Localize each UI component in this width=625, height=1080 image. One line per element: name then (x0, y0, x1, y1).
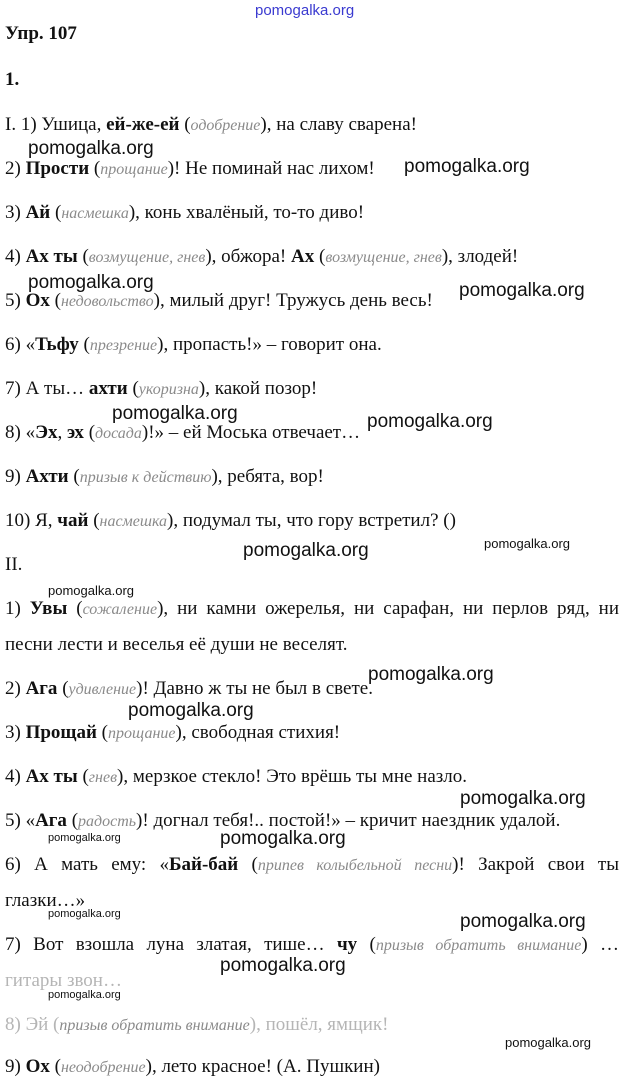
interjection: Ах ты (25, 246, 78, 267)
meaning-note: радость (78, 813, 137, 830)
meaning-note: возмущение, гнев (88, 249, 206, 266)
part2-heading: II. (5, 554, 23, 575)
watermark[interactable]: pomogalka.org (368, 664, 494, 685)
interjection: ей-же-ей (106, 114, 180, 135)
meaning-note: насмешка (61, 205, 129, 222)
watermark[interactable]: pomogalka.org (28, 272, 154, 293)
sentence-text: )! Закрой свои ты (452, 854, 619, 875)
item-number: 7) (5, 378, 26, 399)
sentence-text: ), ни камни ожерелья, ни сарафан, ни перлов ряд, ни (157, 598, 619, 619)
interjection: Ага (35, 810, 67, 831)
item-number: 10) (5, 510, 36, 531)
meaning-note: сожаление (82, 601, 158, 618)
part2-item-2 (5, 677, 619, 702)
meaning-note: неодобрение (60, 1059, 146, 1076)
meaning-note: призыв обратить внимание (375, 937, 582, 954)
interjection: Увы (29, 598, 68, 619)
item-number: 9) (5, 1056, 26, 1077)
item-number: 2) (5, 158, 26, 179)
part1-item-3 (5, 201, 619, 226)
part1-item-10 (5, 509, 619, 534)
meaning-note: возмущение, гнев (325, 249, 442, 266)
item-number: 2) (5, 678, 26, 699)
meaning-note: насмешка (99, 513, 168, 530)
meaning-note: призыв обратить внимание (59, 1017, 250, 1034)
sentence-text: ), пропасть!» – говорит она. (157, 334, 382, 355)
watermark[interactable]: pomogalka.org (404, 156, 530, 177)
interjection: Ай (25, 202, 51, 223)
part2-item-6-cont: глазки…» (5, 890, 86, 911)
part1-item-4 (5, 245, 619, 270)
sentence-text: ), обжора! (205, 246, 292, 267)
part2-item-7-cont: гитары звон… (5, 970, 122, 991)
sentence-text: ( (179, 114, 191, 135)
watermark[interactable]: pomogalka.org (48, 908, 121, 920)
sentence-text: ), мерзкое стекло! Это врёшь ты мне назло. (117, 766, 468, 787)
sentence-text: ), злодей! (441, 246, 519, 267)
sentence-text: ( (68, 466, 80, 487)
watermark[interactable]: pomogalka.org (28, 138, 154, 159)
meaning-note: недовольство (60, 293, 154, 310)
interjection: Бай-бай (168, 854, 239, 875)
meaning-note: укоризна (138, 381, 199, 398)
watermark[interactable]: pomogalka.org (112, 403, 238, 424)
interjection: Ох (25, 1056, 50, 1077)
meaning-note: досада (95, 425, 142, 442)
item-number: 4) (5, 766, 26, 787)
watermark[interactable]: pomogalka.org (220, 828, 346, 849)
interjection: эх (66, 422, 84, 443)
sentence-text: ( (96, 722, 108, 743)
item-number: 6) (5, 854, 35, 875)
sentence-text: ( (77, 766, 89, 787)
item-number: 5) (5, 810, 26, 831)
justified-line (5, 853, 619, 878)
sentence-text: ), милый друг! Тружусь день весь! (153, 290, 433, 311)
interjection: Прости (25, 158, 90, 179)
watermark[interactable]: pomogalka.org (484, 536, 570, 551)
sentence-text: ( (66, 810, 79, 831)
sentence-text: ( (89, 158, 101, 179)
sentence-text: ( (88, 510, 100, 531)
meaning-note: одобрение (190, 117, 261, 134)
sentence-text: ( (50, 202, 62, 223)
exercise-title: Упр. 107 (5, 23, 77, 44)
interjection: ахти (88, 378, 128, 399)
sentence-text: « (25, 422, 36, 443)
sentence-text: ), свободная стихия! (175, 722, 341, 743)
sentence-text: ( (357, 934, 376, 955)
watermark[interactable]: pomogalka.org (460, 788, 586, 809)
watermark[interactable]: pomogalka.org (128, 700, 254, 721)
sentence-text: ( (83, 422, 96, 443)
sentence-text: )! Давно ж ты не был в свете. (136, 678, 373, 699)
sentence-text: ( (238, 854, 258, 875)
section-number: 1. (5, 69, 20, 90)
part1-item-8 (5, 421, 619, 446)
item-number: 3) (5, 202, 26, 223)
part1-item-9 (5, 465, 619, 490)
watermark[interactable]: pomogalka.org (367, 411, 493, 432)
item-number: 5) (5, 290, 26, 311)
part1-item-1: I. 1) Ушица, ей-же-ей (одобрение), на славу сварена! (5, 114, 417, 135)
interjection: Ах ты (25, 766, 78, 787)
watermark[interactable]: pomogalka.org (459, 280, 585, 301)
sentence-text: Эй ( (25, 1014, 60, 1035)
sentence-text: ) … (581, 934, 620, 955)
sentence-text: ( (57, 678, 69, 699)
interjection: Ага (25, 678, 58, 699)
sentence-text: , (57, 422, 67, 443)
part2-item-1-cont: песни лести и веселья её души не веселят. (5, 634, 348, 655)
meaning-note: призыв к действию (79, 469, 212, 486)
watermark[interactable]: pomogalka.org (48, 583, 134, 598)
sentence-text: ), подумал ты, что гору встретил? () (167, 510, 456, 531)
watermark[interactable]: pomogalka.org (460, 911, 586, 932)
sentence-text: Я, (35, 510, 58, 531)
sentence-text: Вот взошла луна златая, тише… (33, 934, 337, 955)
item-number: 1) (20, 114, 42, 135)
interjection: чу (336, 934, 358, 955)
sentence-text: ), какой позор! (198, 378, 318, 399)
item-number: 8) (5, 1014, 26, 1035)
part1-item-6 (5, 333, 619, 358)
sentence-text: )!» – ей Моська отвечает… (141, 422, 361, 443)
interjection: Эх (35, 422, 58, 443)
sentence-text: А ты… (25, 378, 89, 399)
sentence-text: ( (78, 334, 90, 355)
sentence-text: ( (314, 246, 326, 267)
sentence-text: ), лето красное! (А. Пушкин) (145, 1056, 380, 1077)
meaning-note: гнев (88, 769, 118, 786)
sentence-text: ( (67, 598, 83, 619)
sentence-text: ), пошёл, ямщик! (249, 1014, 389, 1035)
watermark[interactable]: pomogalka.org (243, 540, 369, 561)
part1-item-7 (5, 377, 619, 402)
interjection: Прощай (25, 722, 97, 743)
sentence-text: « (25, 334, 36, 355)
meaning-note: презрение (89, 337, 158, 354)
sentence-text: ), конь хвалёный, то-то диво! (128, 202, 365, 223)
interjection: Тьфу (35, 334, 79, 355)
sentence-text: ( (77, 246, 89, 267)
sentence-text: ), на славу сварена! (260, 114, 417, 135)
sentence-text: « (25, 810, 36, 831)
interjection: чай (57, 510, 89, 531)
item-number: 7) (5, 934, 34, 955)
item-number: 1) (5, 598, 30, 619)
meaning-note: прощание (108, 725, 176, 742)
meaning-note: припев колыбельной песни (257, 857, 453, 874)
sentence-text: )! догнал тебя!.. постой!» – кричит наездник удалой. (136, 810, 561, 831)
sentence-text: А мать ему: « (34, 854, 169, 875)
meaning-note: удивление (68, 681, 137, 698)
part2-item-6 (5, 853, 619, 878)
sentence-text: ( (127, 378, 139, 399)
justified-line (5, 597, 619, 622)
sentence-text: ), ребята, вор! (211, 466, 324, 487)
part2-item-1 (5, 597, 619, 622)
meaning-note: прощание (100, 161, 168, 178)
interjection: Ахти (25, 466, 69, 487)
sentence-text: )! Не поминай нас лихом! (167, 158, 375, 179)
item-number: 9) (5, 466, 26, 487)
item-number: 8) (5, 422, 26, 443)
part2-item-3 (5, 721, 619, 746)
part2-item-9 (5, 1055, 619, 1080)
sentence-text: Ушица, (41, 114, 107, 135)
part2-item-4 (5, 765, 619, 790)
item-number: 4) (5, 246, 26, 267)
watermark[interactable]: pomogalka.org (505, 1035, 591, 1050)
sentence-text: ( (49, 290, 61, 311)
watermark[interactable]: pomogalka.org (48, 832, 121, 844)
watermark-top[interactable]: pomogalka.org (255, 2, 355, 19)
interjection: Ах (291, 246, 315, 267)
watermark[interactable]: pomogalka.org (220, 955, 346, 976)
watermark[interactable]: pomogalka.org (48, 989, 121, 1001)
interjection: Ох (25, 290, 50, 311)
item-number: 3) (5, 722, 26, 743)
sentence-text: ( (49, 1056, 61, 1077)
item-number: 6) (5, 334, 26, 355)
